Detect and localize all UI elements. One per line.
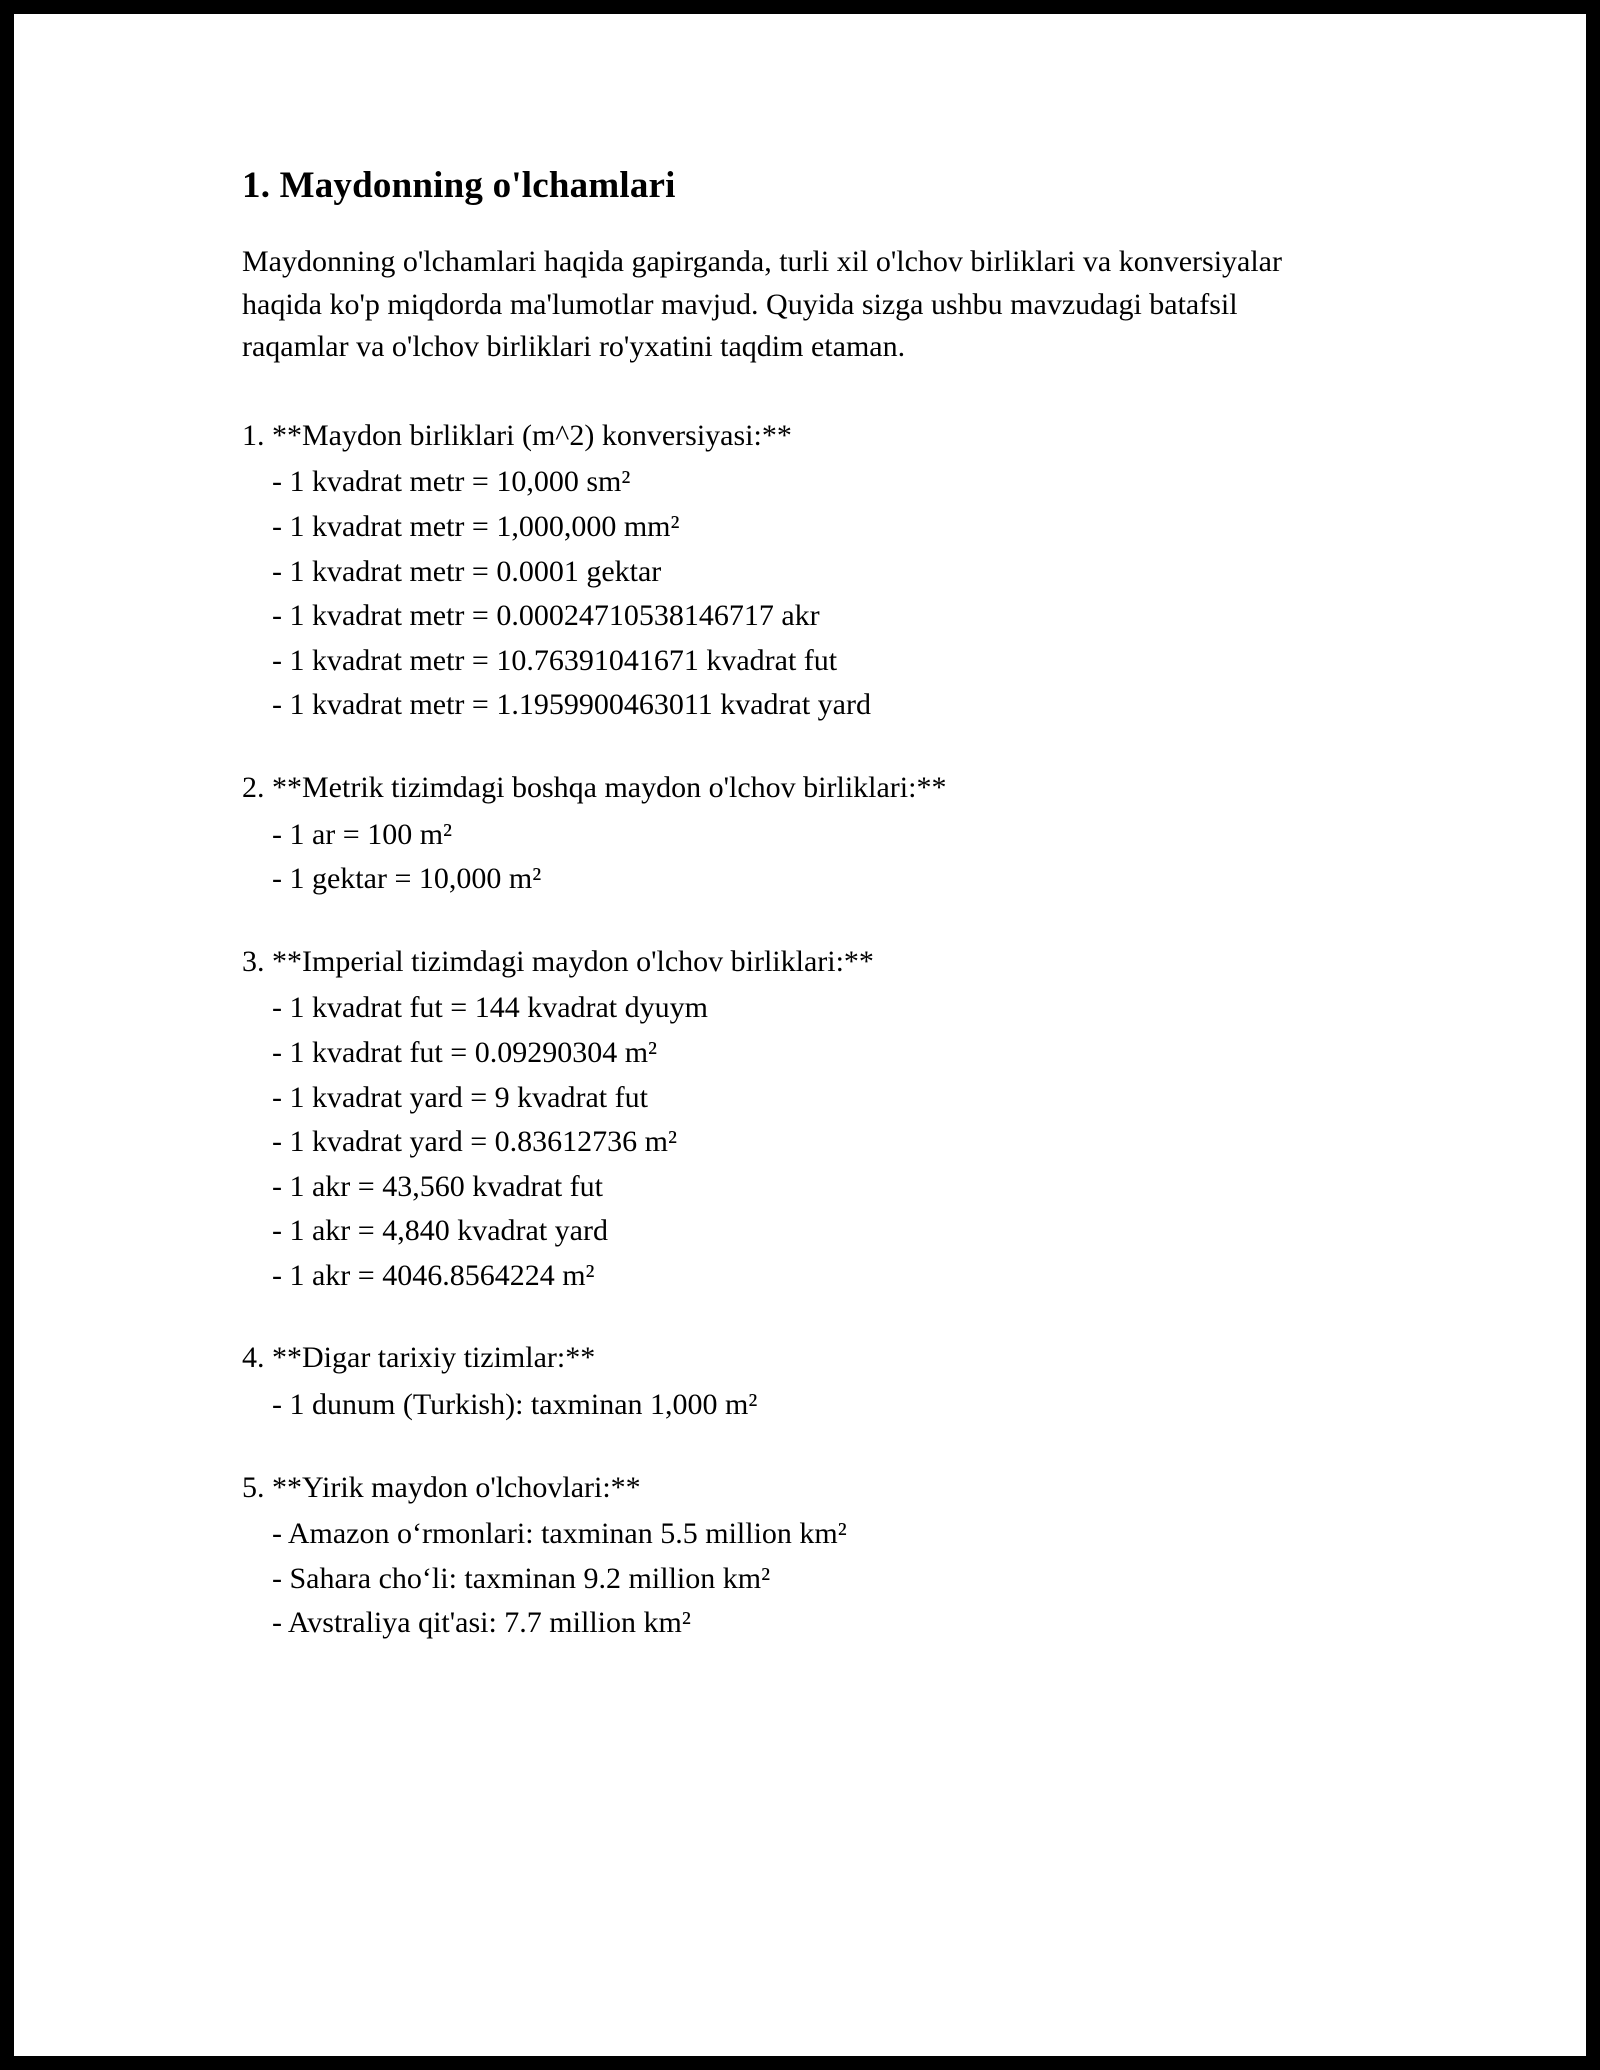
list-item: - 1 dunum (Turkish): taxminan 1,000 m² (272, 1388, 758, 1422)
list-item: - 1 kvadrat metr = 1,000,000 mm² (272, 509, 680, 543)
section-5 (242, 1467, 1386, 1645)
document-body (14, 14, 1586, 2056)
list-item: - 1 kvadrat fut = 144 kvadrat dyuym (272, 991, 708, 1025)
section-4 (242, 1337, 1386, 1426)
list-item: - 1 kvadrat yard = 0.83612736 m² (272, 1125, 677, 1159)
section-3 (242, 941, 1386, 1298)
list-item: - 1 kvadrat fut = 0.09290304 m² (272, 1035, 658, 1069)
list-item: - 1 kvadrat metr = 0.0001 gektar (272, 554, 662, 588)
page-bottom-spacer (242, 1685, 1386, 1805)
list-item: - 1 kvadrat metr = 10,000 sm² (272, 465, 631, 499)
list-item: - 1 akr = 43,560 kvadrat fut (272, 1169, 603, 1203)
section-heading: 4. **Digar tarixiy tizimlar:** (242, 1341, 596, 1375)
list-item: - 1 kvadrat metr = 1.1959900463011 kvadrat yard (272, 688, 871, 722)
list-item: - 1 kvadrat yard = 9 kvadrat fut (272, 1080, 648, 1114)
section-heading: 2. **Metrik tizimdagi boshqa maydon o'lchov birliklari:** (242, 770, 947, 804)
list-item: - Sahara cho‘li: taxminan 9.2 million km² (272, 1561, 771, 1595)
list-item: - 1 akr = 4,840 kvadrat yard (272, 1214, 608, 1248)
list-item: - 1 akr = 4046.8564224 m² (272, 1258, 595, 1292)
list-item: - 1 kvadrat metr = 0.00024710538146717 akr (272, 599, 820, 633)
section-heading: 1. **Maydon birliklari (m^2) konversiyasi:** (242, 418, 792, 452)
section-heading: 3. **Imperial tizimdagi maydon o'lchov birliklari:** (242, 944, 874, 978)
section-heading: 5. **Yirik maydon o'lchovlari:** (242, 1470, 641, 1504)
section-1 (242, 415, 1386, 727)
intro-paragraph: Maydonning o'lchamlari haqida gapirganda, turli xil o'lchov birliklari va konversiyalar haqida ko'p miqdorda ma'lumotlar mavjud. Quyida sizga ushbu mavzudagi batafsil raqamlar va o'lchov birliklari ro'yxatini taqdim etaman. (242, 245, 1282, 364)
list-item: - Amazon o‘rmonlari: taxminan 5.5 million km² (272, 1517, 847, 1551)
page-title: 1. Maydonning o'lchamlari (242, 165, 676, 206)
list-item: - Avstraliya qit'asi: 7.7 million km² (272, 1606, 691, 1640)
list-item: - 1 gektar = 10,000 m² (272, 862, 542, 896)
section-2 (242, 767, 1386, 901)
list-item: - 1 ar = 100 m² (272, 817, 453, 851)
list-item: - 1 kvadrat metr = 10.76391041671 kvadrat fut (272, 643, 838, 677)
